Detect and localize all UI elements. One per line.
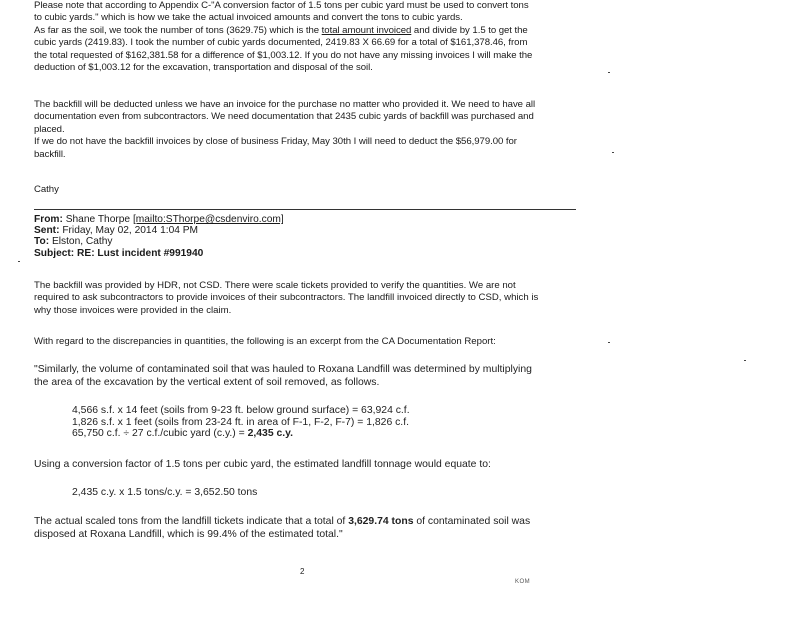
top-paragraph xyxy=(34,0,582,74)
quote-line: the area of the excavation by the vertical extent of soil removed, as follows. xyxy=(34,376,380,388)
reply-paragraph-2: With regard to the discrepancies in quantities, the following is an excerpt from the CA Documentation Report: xyxy=(34,336,496,347)
email-sent-row xyxy=(34,225,284,236)
calc-line: 4,566 s.f. x 14 feet (soils from 9-23 ft. below ground surface) = 63,924 c.f. xyxy=(72,405,410,416)
to-value: Elston, Cathy xyxy=(51,236,113,248)
closing-line xyxy=(34,516,582,529)
scan-speck xyxy=(18,261,20,262)
quote-intro xyxy=(34,364,582,389)
top-paragraph-line: to cubic yards." which is how we take the actual invoiced amounts and convert the tons to cubic yards. xyxy=(34,12,463,24)
volume-result: 2,435 c.y. xyxy=(247,428,294,440)
backfill-paragraph-line: backfill. xyxy=(34,148,66,160)
text-segment: The actual scaled tons from the landfill tickets indicate that a total of xyxy=(34,516,349,527)
backfill-paragraph-line: placed. xyxy=(34,123,65,135)
email-separator xyxy=(34,209,576,210)
volume-calculation xyxy=(72,405,410,440)
underlined-phrase: total amount invoiced xyxy=(321,24,412,36)
email-subject-row xyxy=(34,248,284,259)
email-header xyxy=(34,214,284,259)
from-label: From: xyxy=(34,214,63,225)
from-email-link[interactable]: [mailto:SThorpe@csdenviro.com] xyxy=(132,214,284,225)
calc-line: 1,826 s.f. x 1 feet (soils from 23-24 ft. in area of F-1, F-2, F-7) = 1,826 c.f. xyxy=(72,416,409,428)
text-segment: 65,750 c.f. ÷ 27 c.f./cubic yard (c.y.) = xyxy=(72,428,248,440)
sent-label: Sent: xyxy=(34,225,60,237)
scan-speck xyxy=(612,152,614,153)
email-from-row xyxy=(34,214,284,225)
scan-speck xyxy=(744,360,746,361)
tonnage-calculation: 2,435 c.y. x 1.5 tons/c.y. = 3,652.50 tons xyxy=(72,487,258,498)
backfill-paragraph-line: documentation even from subcontractors. We need documentation that 2435 cubic yards of backfill was purchased and xyxy=(34,111,534,123)
backfill-paragraph-line: The backfill will be deducted unless we have an invoice for the purchase no matter who provided it. We need to have all xyxy=(34,99,536,110)
conversion-line: Using a conversion factor of 1.5 tons per cubic yard, the estimated landfill tonnage would equate to: xyxy=(34,459,491,470)
scan-speck xyxy=(608,342,610,343)
quote-line: "Similarly, the volume of contaminated soil that was hauled to Roxana Landfill was determined by multiplying xyxy=(34,364,532,375)
scan-speck xyxy=(608,72,610,73)
text-segment: of contaminated soil was xyxy=(413,516,531,527)
reply-line: required to ask subcontractors to provide invoices of their subcontractors. The landfill invoiced directly to CSD, which is xyxy=(34,292,539,304)
signature: Cathy xyxy=(34,184,59,195)
reply-line: The backfill was provided by HDR, not CSD. There were scale tickets provided to verify the quantities. We are not xyxy=(34,280,516,291)
scan-stamp: KOM xyxy=(515,579,531,585)
closing-quote xyxy=(34,516,582,541)
top-paragraph-line: deduction of $1,003.12 for the excavation, transportation and disposal of the soil. xyxy=(34,62,373,74)
backfill-paragraph xyxy=(34,99,582,161)
top-paragraph-line xyxy=(34,25,582,37)
top-paragraph-line: cubic yards (2419.83). I took the number of cubic yards documented, 2419.83 X 66.69 for a total of $161,378.46, from xyxy=(34,37,528,49)
to-label: To: xyxy=(34,236,50,248)
top-paragraph-line: the total requested of $162,381.58 for a difference of $1,003.12. If you do not have any missing invoices I will make the xyxy=(34,49,533,61)
backfill-paragraph-line: If we do not have the backfill invoices by close of business Friday, May 30th I will need to deduct the $56,979.00 for xyxy=(34,136,517,148)
subject-value: RE: Lust incident #991940 xyxy=(77,247,204,259)
sent-value: Friday, May 02, 2014 1:04 PM xyxy=(62,225,199,237)
reply-paragraph-1 xyxy=(34,280,582,317)
actual-tons: 3,629.74 tons xyxy=(348,516,414,527)
top-paragraph-line: Please note that according to Appendix C-"A conversion factor of 1.5 tons per cubic yard must be used to convert tons xyxy=(34,0,529,11)
subject-label: Subject: xyxy=(34,247,75,259)
closing-line: disposed at Roxana Landfill, which is 99.4% of the estimated total." xyxy=(34,528,343,540)
email-to-row xyxy=(34,236,284,247)
reply-line: why those invoices were provided in the claim. xyxy=(34,304,232,316)
calc-line xyxy=(72,428,410,440)
text-segment: As far as the soil, we took the number of tons (3629.75) which is the xyxy=(34,24,322,36)
text-segment: and divide by 1.5 to get the xyxy=(411,24,528,36)
page-number: 2 xyxy=(300,567,305,576)
from-value: Shane Thorpe xyxy=(65,214,131,225)
